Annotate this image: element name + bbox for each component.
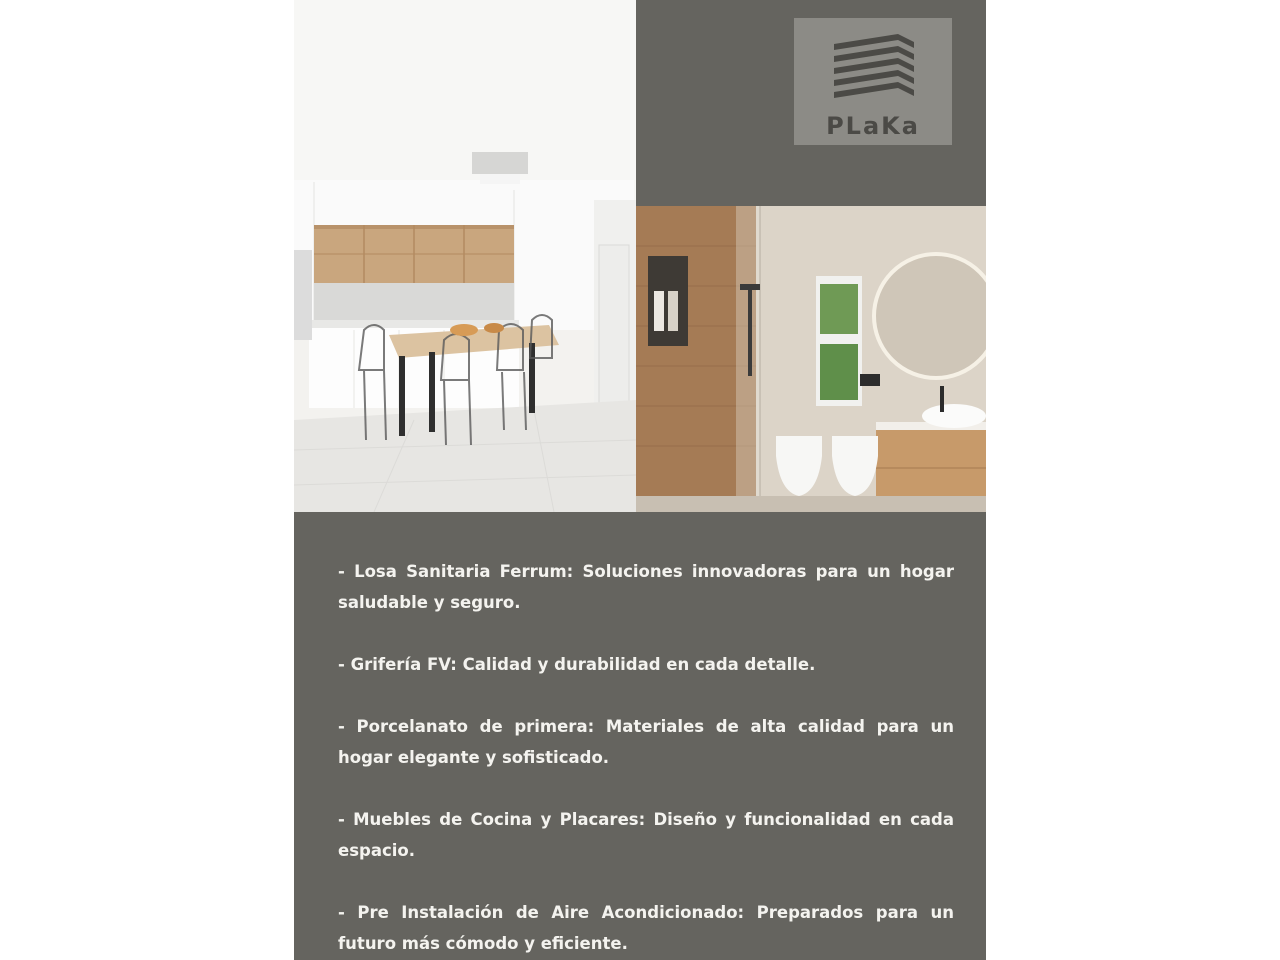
feature-item-griferia: - Grifería FV: Calidad y durabilidad en cada detalle. [338, 655, 816, 674]
feature-item-losa-sanitaria: - Losa Sanitaria Ferrum: Soluciones innovadoras para un hogar saludable y seguro. [338, 562, 954, 612]
bathroom-image [636, 206, 986, 512]
feature-item-muebles: - Muebles de Cocina y Placares: Diseño y funcionalidad en cada espacio. [338, 810, 954, 860]
building-stack-icon [794, 18, 952, 114]
feature-list [338, 556, 954, 960]
brand-name: PLaKa [826, 112, 920, 140]
feature-item-porcelanato: - Porcelanato de primera: Materiales de alta calidad para un hogar elegante y sofisticado. [338, 717, 954, 767]
feature-item-aire-acondicionado: - Pre Instalación de Aire Acondicionado: Preparados para un futuro más cómodo y eficiente. [338, 903, 954, 953]
kitchen-image [294, 0, 636, 512]
brand-logo [794, 18, 952, 145]
flyer [294, 0, 986, 960]
logo-panel [636, 0, 986, 206]
